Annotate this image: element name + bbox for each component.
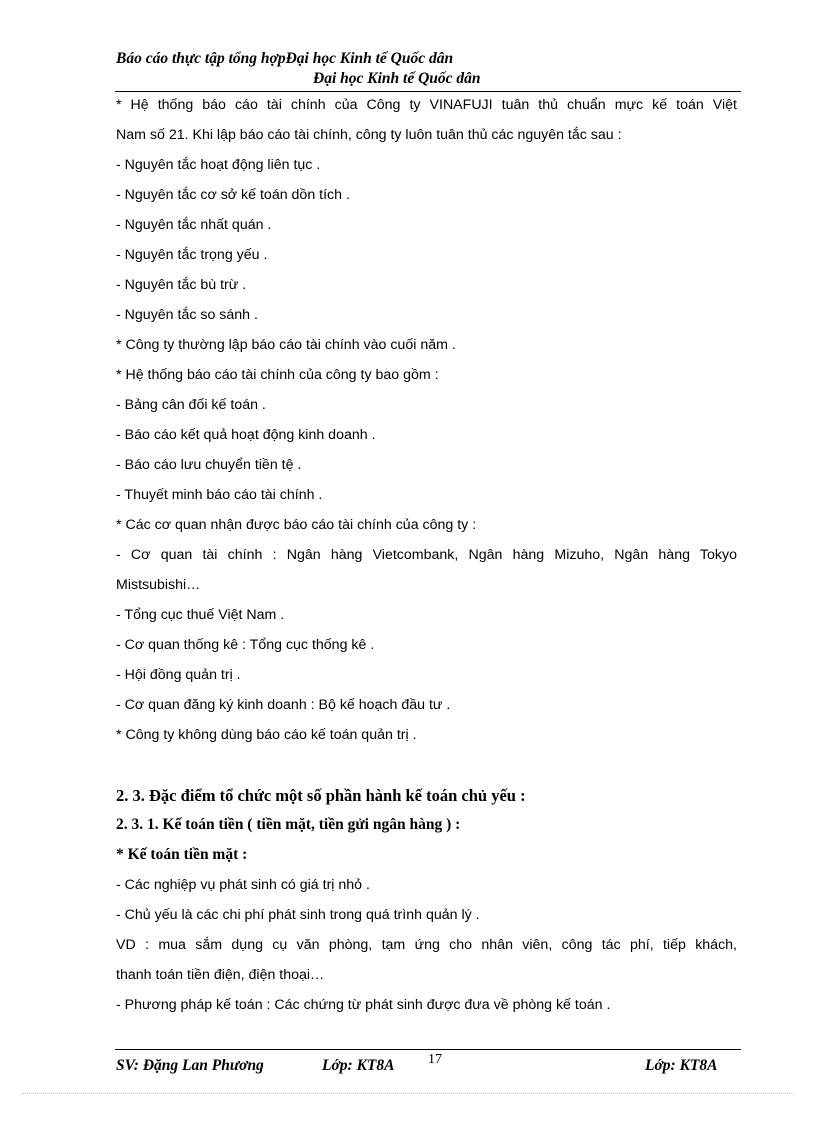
header-line-1: Báo cáo thực tập tổng hợpĐại học Kinh tế Quốc dân xyxy=(116,50,454,67)
paragraph-recipients: * Các cơ quan nhận được báo cáo tài chính của công ty : xyxy=(116,517,477,533)
list-item-report: - Báo cáo kết quả hoạt động kinh doanh . xyxy=(116,427,376,443)
subsubsection-heading: * Kế toán tiền mặt : xyxy=(116,846,248,863)
list-item-report: - Báo cáo lưu chuyển tiền tệ . xyxy=(116,457,302,473)
paragraph-year-end: * Công ty thường lập báo cáo tài chính vào cuối năm . xyxy=(116,337,456,353)
list-item-cash: - Chủ yếu là các chi phí phát sinh trong quá trình quản lý . xyxy=(116,907,480,923)
footer-class: Lớp: KT8A xyxy=(322,1057,395,1074)
list-item-principle: - Nguyên tắc hoạt động liên tục . xyxy=(116,157,321,173)
page-edge-divider xyxy=(22,1093,794,1094)
list-item-report: - Bảng cân đối kế toán . xyxy=(116,397,266,413)
paragraph-report-system: * Hệ thống báo cáo tài chính của công ty bao gồm : xyxy=(116,367,439,383)
list-item-report: - Thuyết minh báo cáo tài chính . xyxy=(116,487,323,503)
paragraph-method: - Phương pháp kế toán : Các chứng từ phát sinh được đưa về phòng kế toán . xyxy=(116,997,611,1013)
header-rule xyxy=(115,91,741,92)
paragraph-intro-line-1: * Hệ thống báo cáo tài chính của Công ty VINAFUJI tuân thủ chuẩn mực kế toán Việt xyxy=(116,97,737,113)
list-item-recipient: - Tổng cục thuế Việt Nam . xyxy=(116,607,285,623)
list-item-recipient-line-1: - Cơ quan tài chính : Ngân hàng Vietcombank, Ngân hàng Mizuho, Ngân hàng Tokyo xyxy=(116,547,737,563)
example-line-2: thanh toán tiền điện, điện thoại… xyxy=(116,967,325,983)
list-item-recipient: - Cơ quan đăng ký kinh doanh : Bộ kế hoạch đầu tư . xyxy=(116,697,451,713)
list-item-principle: - Nguyên tắc nhất quán . xyxy=(116,217,272,233)
footer-student: SV: Đặng Lan Phương xyxy=(116,1057,264,1074)
list-item-recipient: - Hội đồng quản trị . xyxy=(116,667,241,683)
list-item-recipient-line-2: Mistsubishi… xyxy=(116,577,201,593)
header-line-2: Đại học Kinh tế Quốc dân xyxy=(313,70,481,87)
section-heading: 2. 3. Đặc điểm tổ chức một số phần hành kế toán chủ yếu : xyxy=(116,786,526,805)
list-item-principle: - Nguyên tắc trọng yếu . xyxy=(116,247,268,263)
paragraph-no-management-report: * Công ty không dùng báo cáo kế toán quản trị . xyxy=(116,727,417,743)
list-item-principle: - Nguyên tắc cơ sở kế toán dồn tích . xyxy=(116,187,350,203)
example-line-1: VD : mua sắm dụng cụ văn phòng, tạm ứng cho nhân viên, công tác phí, tiếp khách, xyxy=(116,937,737,953)
list-item-principle: - Nguyên tắc bù trừ . xyxy=(116,277,247,293)
list-item-cash: - Các nghiệp vụ phát sinh có giá trị nhỏ . xyxy=(116,877,370,893)
paragraph-intro-line-2: Nam số 21. Khi lập báo cáo tài chính, công ty luôn tuân thủ các nguyên tắc sau : xyxy=(116,127,622,143)
footer-class-right: Lớp: KT8A xyxy=(645,1057,718,1074)
list-item-principle: - Nguyên tắc so sánh . xyxy=(116,307,258,323)
page-number: 17 xyxy=(428,1052,442,1067)
subsection-heading: 2. 3. 1. Kế toán tiền ( tiền mặt, tiền gửi ngân hàng ) : xyxy=(116,816,461,833)
footer-rule xyxy=(115,1049,741,1050)
list-item-recipient: - Cơ quan thống kê : Tổng cục thống kê . xyxy=(116,637,375,653)
